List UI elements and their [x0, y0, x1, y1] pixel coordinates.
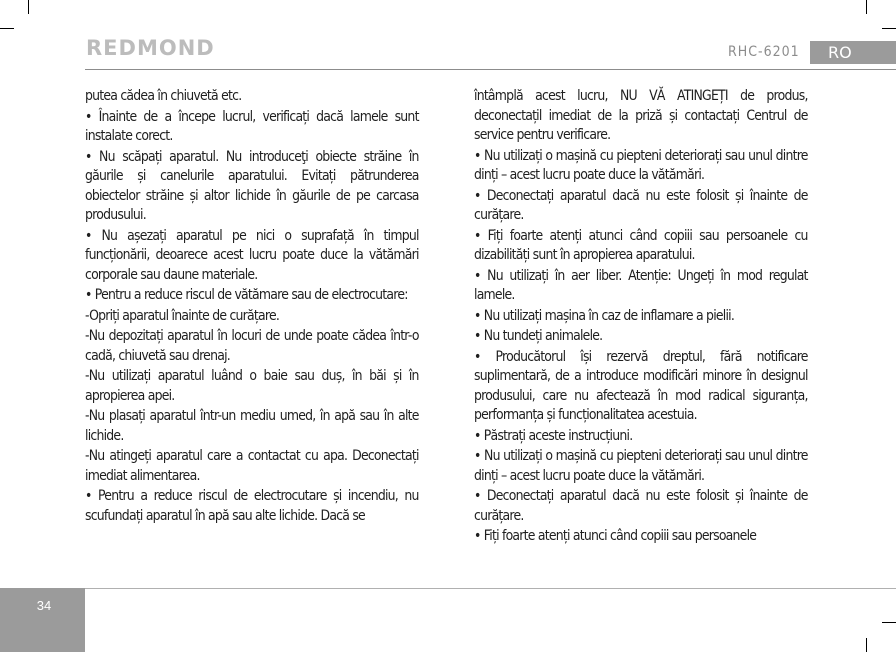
crop-mark	[882, 28, 896, 29]
paragraph: -Nu depozitați aparatul în locuri de unde poate cădea într-o cadă, chiuvetă sau drenaj.	[85, 328, 419, 364]
paragraph: • Nu tundeți animalele.	[474, 328, 603, 344]
paragraph: • Deconectați aparatul dacă nu este folosit și înainte de curățare.	[474, 488, 808, 524]
paragraph: -Nu atingeți aparatul care a contactat cu apa. Deconectați imediat alimentarea.	[85, 448, 419, 484]
brand-logo: REDMOND	[86, 36, 215, 60]
model-number: RHC-6201	[728, 44, 800, 60]
page-number: 34	[36, 598, 52, 613]
paragraph: • Nu așezați aparatul pe nici o suprafață în timpul funcționării, deoarece acest lucru poate duce la vătămări corporale sau daune materiale.	[85, 227, 419, 283]
language-tab: RO	[810, 41, 896, 64]
crop-mark	[866, 0, 867, 14]
paragraph: • Înainte de a începe lucrul, verificați dacă lamele sunt instalate corect.	[85, 108, 419, 144]
paragraph: -Nu utilizați aparatul luând o baie sau duș, în băi și în apropierea apei.	[85, 368, 419, 404]
paragraph: • Pentru a reduce riscul de vătămare sau de electrocutare:	[85, 287, 408, 303]
paragraph: întâmplă acest lucru, NU VĂ ATINGEȚI de produs, deconectațil imediat de la priză și contactați Centrul de service pentru verificare.	[474, 88, 808, 143]
paragraph: • Nu utilizați o mașină cu piepteni deteriorați sau unul dintre dinți – acest lucru poate duce la vătămări.	[474, 448, 808, 484]
crop-mark	[28, 0, 29, 14]
paragraph: • Producătorul își rezervă dreptul, fără notificare suplimentară, de a introduce modificări minore în designul produsului, care nu afectează în mod radical siguranța, performanța și funcționalitatea acestuia.	[474, 348, 808, 423]
footer-rule	[85, 588, 896, 589]
paragraph: • Pentru a reduce riscul de electrocutare și incendiu, nu scufundați aparatul în apă sau alte lichide. Dacă se	[85, 488, 419, 524]
paragraph: putea cădea în chiuvetă etc.	[85, 88, 242, 104]
paragraph: • Deconectați aparatul dacă nu este folosit și înainte de curățare.	[474, 187, 808, 223]
right-column	[474, 87, 808, 548]
header-rule	[85, 69, 896, 70]
paragraph: -Nu plasați aparatul într-un mediu umed, în apă sau în alte lichide.	[85, 408, 419, 444]
crop-mark	[882, 622, 896, 623]
paragraph: • Nu utilizați mașina în caz de inflamare a pielii.	[474, 307, 735, 324]
paragraph: • Nu scăpați aparatul. Nu introduceţi obiecte străine în găurile și canelurile aparatului. Evitați pătrunderea obiectelor străine și altor lichide în găurile de pe carcasa produsului.	[85, 148, 419, 223]
paragraph: • Fiți foarte atenți atunci când copiii sau persoanele cu dizabilități sunt în apropierea aparatului.	[474, 227, 808, 263]
crop-mark	[0, 28, 14, 29]
left-column	[85, 87, 419, 527]
paragraph: • Păstrați aceste instrucțiuni.	[474, 427, 633, 444]
crop-mark	[866, 638, 867, 652]
paragraph: • Nu utilizați o mașină cu piepteni deteriorați sau unul dintre dinți – acest lucru poate duce la vătămări.	[474, 147, 808, 183]
paragraph: • Fiți foarte atenți atunci când copiii sau persoanele	[474, 528, 757, 544]
paragraph: -Opriți aparatul înainte de curățare.	[85, 307, 280, 324]
paragraph: • Nu utilizați în aer liber. Atenție: Ungeți în mod regulat lamele.	[474, 267, 808, 303]
